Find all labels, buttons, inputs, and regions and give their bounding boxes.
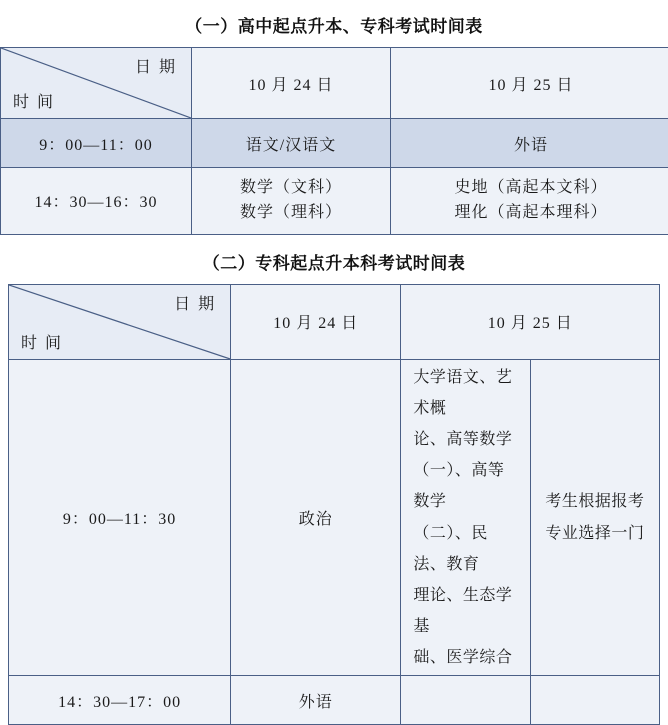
- cell-line: 数学（文科）: [196, 176, 386, 201]
- row-time-label: 9：00—11：30: [9, 359, 231, 676]
- cell-line: 论、高等数学: [413, 424, 517, 455]
- column-header-oct24: 10 月 24 日: [231, 284, 401, 359]
- subject-lines: [405, 362, 525, 674]
- table-row: [1, 168, 668, 235]
- cell-line: 理化（高起本理科）: [395, 201, 667, 226]
- cell-oct25-subjects: [401, 359, 530, 676]
- cell-line: 数学（理科）: [196, 201, 386, 226]
- note-lines: [535, 486, 655, 548]
- cell-line: 专业选择一门: [535, 518, 655, 549]
- corner-header-cell: [9, 284, 231, 359]
- cell-line: 大学语文、艺术概: [413, 362, 517, 424]
- column-header-oct25: 10 月 25 日: [391, 48, 668, 119]
- cell-oct25-note: [530, 359, 659, 676]
- corner-header-cell: [1, 48, 192, 119]
- corner-date-label: 日 期: [174, 291, 216, 314]
- document-page: [0, 12, 668, 712]
- row-time-label: 14：30—16：30: [1, 168, 192, 235]
- cell-oct25-afternoon-note: [530, 676, 659, 725]
- table-header-row: [9, 284, 660, 359]
- cell-line: 础、医学综合: [413, 642, 517, 673]
- corner-time-label: 时 间: [21, 330, 63, 353]
- cell-line: （二）、民法、教育: [413, 518, 517, 580]
- section-title-1: （一）高中起点升本、专科考试时间表: [0, 12, 668, 37]
- table-header-row: [1, 48, 668, 119]
- cell-oct25-afternoon: [391, 168, 668, 235]
- corner-time-label: 时 间: [13, 89, 55, 112]
- table-row: [9, 359, 660, 676]
- cell-line: 考生根据报考: [535, 486, 655, 517]
- column-header-oct25: 10 月 25 日: [401, 284, 660, 359]
- cell-oct24-morning: 语文/汉语文: [192, 119, 391, 168]
- cell-oct25-afternoon-subjects: [401, 676, 530, 725]
- cell-line: 史地（高起本文科）: [395, 176, 667, 201]
- exam-schedule-table-2: [8, 284, 660, 725]
- corner-date-label: 日 期: [135, 54, 177, 77]
- section-title-2: （二）专科起点升本科考试时间表: [0, 249, 668, 274]
- row-time-label: 14：30—17：00: [9, 676, 231, 725]
- cell-line: 理论、生态学基: [413, 580, 517, 642]
- cell-line: （一）、高等数学: [413, 455, 517, 517]
- table-row: [9, 676, 660, 725]
- table-row: [1, 119, 668, 168]
- cell-oct24-afternoon: [192, 168, 391, 235]
- cell-oct25-morning: 外语: [391, 119, 668, 168]
- cell-oct24-morning: 政治: [231, 359, 401, 676]
- row-time-label: 9：00—11：00: [1, 119, 192, 168]
- cell-oct24-afternoon: 外语: [231, 676, 401, 725]
- exam-schedule-table-1: [0, 47, 668, 235]
- column-header-oct24: 10 月 24 日: [192, 48, 391, 119]
